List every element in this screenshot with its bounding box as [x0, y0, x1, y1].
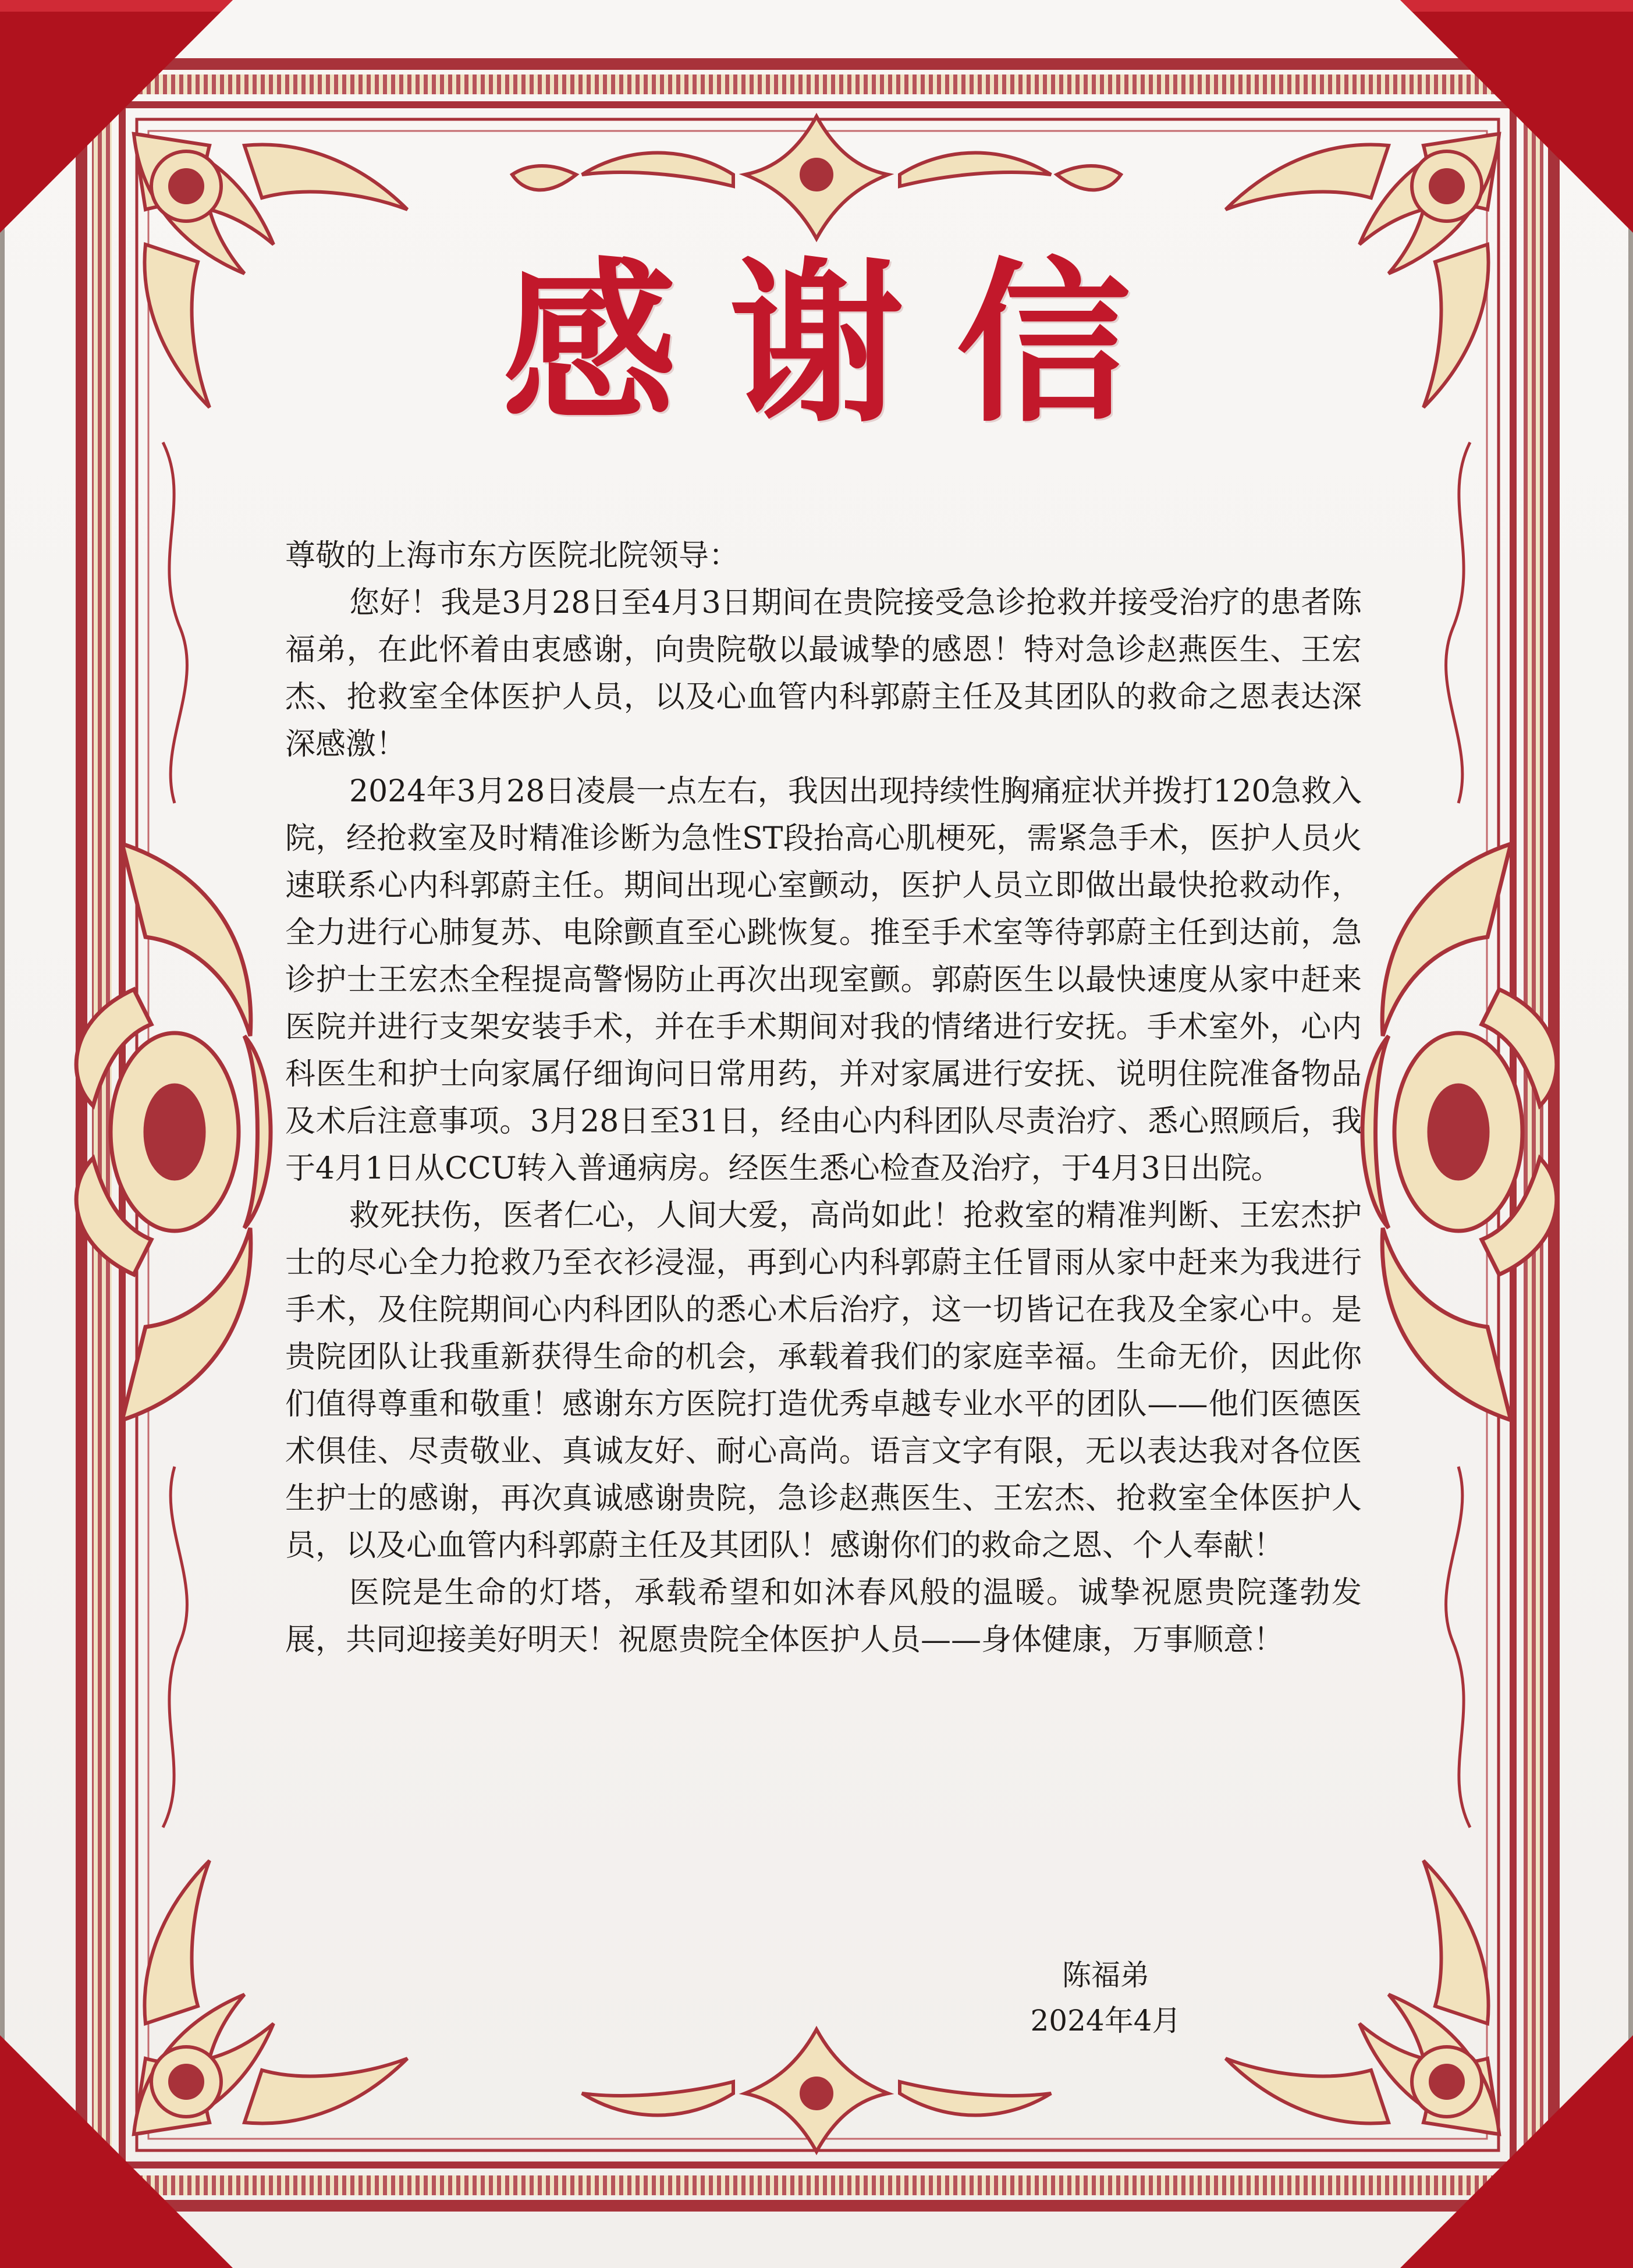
red-corner-protector-icon	[1389, 2024, 1633, 2268]
red-corner-protector-icon	[0, 2024, 244, 2268]
signature-name: 陈福弟	[1062, 1958, 1149, 1992]
red-corner-protector-icon	[1389, 0, 1633, 244]
red-corner-protector-icon	[0, 0, 244, 244]
letter-paragraph: 救死扶伤，医者仁心，人间大爱，高尚如此！抢救室的精准判断、王宏杰护士的尽心全力抢救乃至衣衫浸湿，再到心内科郭蔚主任冒雨从家中赶来为我进行手术，及住院期间心内科团队的悉心术后治疗，这一切皆记在我及全家心中。是贵院团队让我重新获得生命的机会，承载着我们的家庭幸福。生命无价，因此你们值得尊重和敬重！感谢东方医院打造优秀卓越专业水平的团队——他们医德医术俱佳、尽责敬业、真诚友好、耐心高尚。语言文字有限，无以表达我对各位医生护士的感谢，再次真诚感谢贵院，急诊赵燕医生、王宏杰、抢救室全体医护人员，以及心血管内科郭蔚主任及其团队！感谢你们的救命之恩、个人奉献！	[285, 1198, 1362, 1563]
letter-salutation: 尊敬的上海市东方医院北院领导：	[285, 538, 740, 573]
signature-block	[960, 1953, 1251, 2043]
letter-paragraph: 医院是生命的灯塔，承载希望和如沐春风般的温暖。诚挚祝愿贵院蓬勃发展，共同迎接美好明天！祝愿贵院全体医护人员——身体健康，万事顺意！	[285, 1575, 1362, 1657]
letter-paragraph: 您好！我是3月28日至4月3日期间在贵院接受急诊抢救并接受治疗的患者陈福弟，在此怀着由衷感谢，向贵院敬以最诚挚的感恩！特对急诊赵燕医生、王宏杰、抢救室全体医护人员，以及心血管内科郭蔚主任及其团队的救命之恩表达深深感激！	[285, 585, 1362, 762]
letter-title: 感谢信	[502, 240, 1183, 446]
letter-paragraph: 2024年3月28日凌晨一点左右，我因出现持续性胸痛症状并拨打120急救入院，经抢救室及时精准诊断为急性ST段抬高心肌梗死，需紧急手术，医护人员火速联系心内科郭蔚主任。期间出现心室颤动，医护人员立即做出最快抢救动作，全力进行心肺复苏、电除颤直至心跳恢复。推至手术室等待郭蔚主任到达前，急诊护士王宏杰全程提高警惕防止再次出现室颤。郭蔚医生以最快速度从家中赶来医院并进行支架安装手术，并在手术期间对我的情绪进行安抚。手术室外，心内科医生和护士向家属仔细询问日常用药，并对家属进行安抚、说明住院准备物品及术后注意事项。3月28日至31日，经由心内科团队尽责治疗、悉心照顾后，我于4月1日从CCU转入普通病房。经医生悉心检查及治疗，于4月3日出院。	[285, 774, 1362, 1186]
letter-body	[285, 533, 1362, 1664]
signature-date: 2024年4月	[1030, 2004, 1181, 2038]
